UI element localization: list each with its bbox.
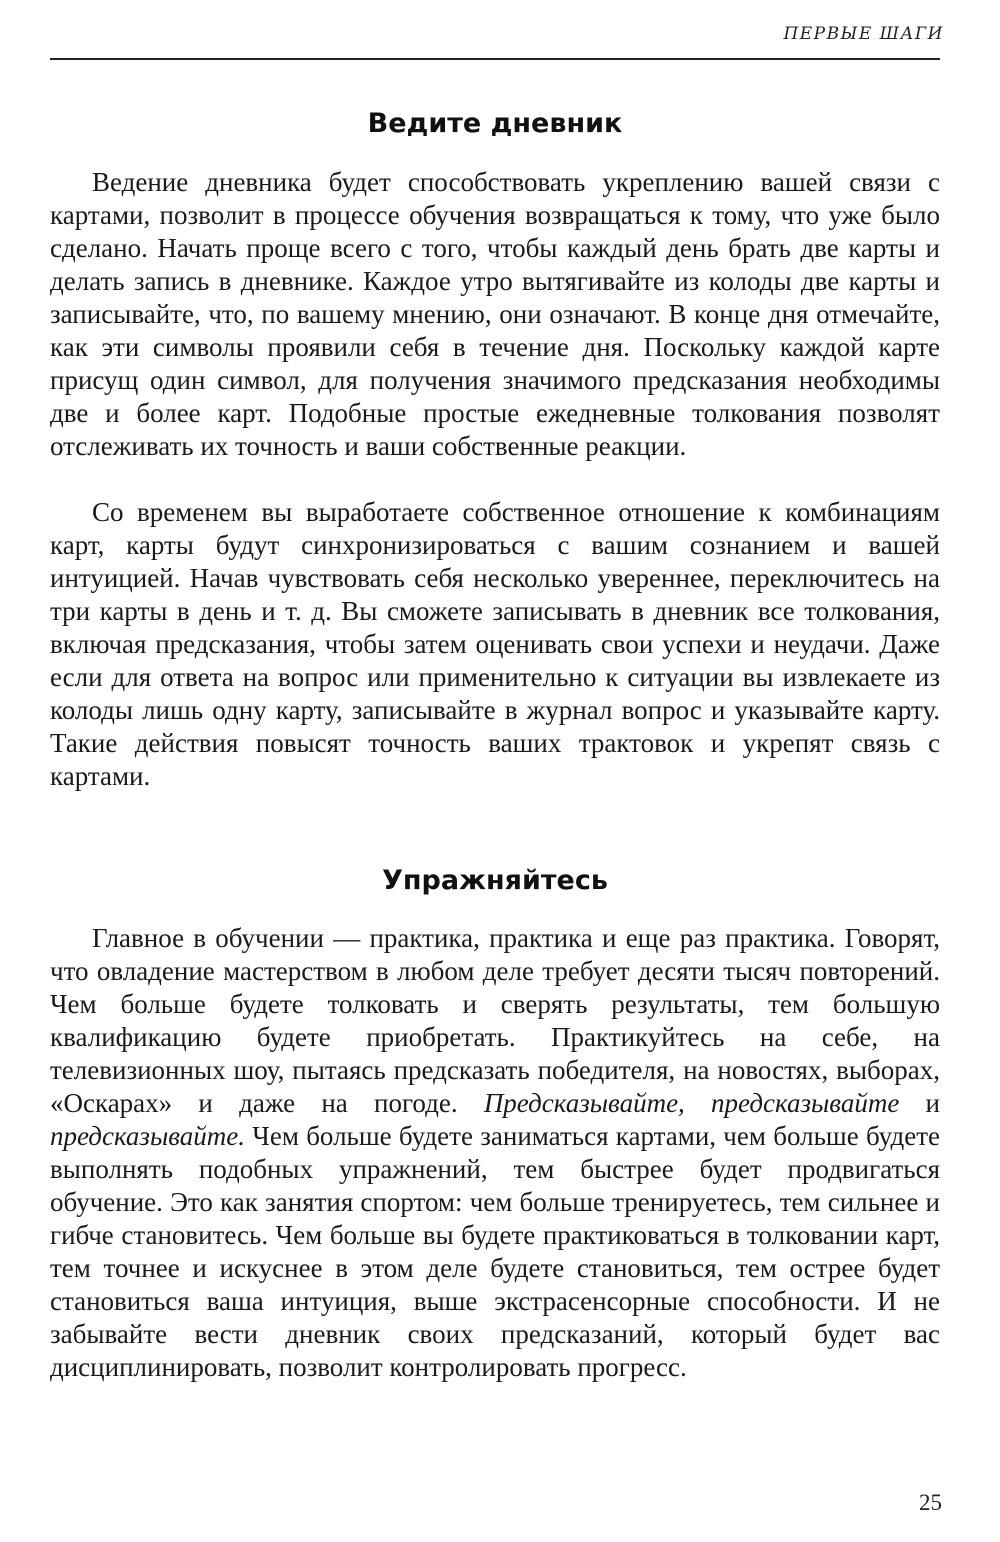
- diary-paragraph-1: Ведение дневника будет способствовать укреплению вашей связи с картами, позволит в процессе обучения возвращаться к тому, что уже было сделано. Начать проще всего с того, чтобы каждый день брать две карты и делать запись в дневнике. Каждое утро вытягивайте из колоды две карты и записывайте, что, по вашему мнению, они означают. В конце дня отмечайте, как эти символы проявили себя в течение дня. Поскольку каждой карте присущ один символ, для получения значимого предсказания необходимы две и более карт. Подобные простые ежедневные толкования позволят отслеживать их точность и ваши собственные реакции.: [50, 167, 940, 461]
- header-rule: [50, 58, 940, 60]
- practice-italic-phrase-2: предсказывайте.: [50, 1121, 245, 1151]
- practice-paragraph: [50, 922, 940, 1384]
- practice-conjunction: и: [899, 1088, 941, 1118]
- section-heading-diary: Ведите дневник: [367, 108, 623, 139]
- practice-italic-phrase-1: Предсказывайте, предсказывайте: [483, 1088, 900, 1118]
- practice-text-end: Чем больше будете заниматься картами, чем больше будете выполнять подобных упражнений, тем быстрее будет продвигаться обучение. Это как занятия спортом: чем больше тренируетесь, тем сильнее и гибче становитесь. Чем больше вы будете практиковаться в толковании карт, тем точнее и искуснее в этом деле будете становиться, тем острее будет становиться ваша интуиция, выше экстрасенсорные способности. И не забывайте вести дневник своих предсказаний, который будет вас дисциплинировать, позволит контролировать прогресс.: [50, 1121, 940, 1382]
- running-head: ПЕРВЫЕ ШАГИ: [783, 24, 944, 44]
- practice-text-start: Главное в обучении — практика, практика и еще раз практика. Говорят, что овладение мастерством в любом деле требует десяти тысяч повторений. Чем больше будете толковать и сверять результаты, тем большую квалификацию будете приобретать. Практикуйтесь на себе, на телевизионных шоу, пытаясь предсказать победителя, на новостях, выборах, «Оскарах» и даже на погоде.: [50, 923, 940, 1118]
- page-number: 25: [919, 1490, 942, 1515]
- diary-paragraph-2: Со временем вы выработаете собственное отношение к комбинациям карт, карты будут синхронизироваться с вашим сознанием и вашей интуицией. Начав чувствовать себя несколько увереннее, переключитесь на три карты в день и т. д. Вы сможете записывать в дневник все толкования, включая предсказания, чтобы затем оценивать свои успехи и неудачи. Даже если для ответа на вопрос или применительно к ситуации вы извлекаете из колоды лишь одну карту, записывайте в журнал вопрос и указывайте карту. Такие действия повысят точность ваших трактовок и укрепят связь с картами.: [50, 497, 940, 791]
- section-heading-practice: Упражняйтесь: [382, 865, 608, 896]
